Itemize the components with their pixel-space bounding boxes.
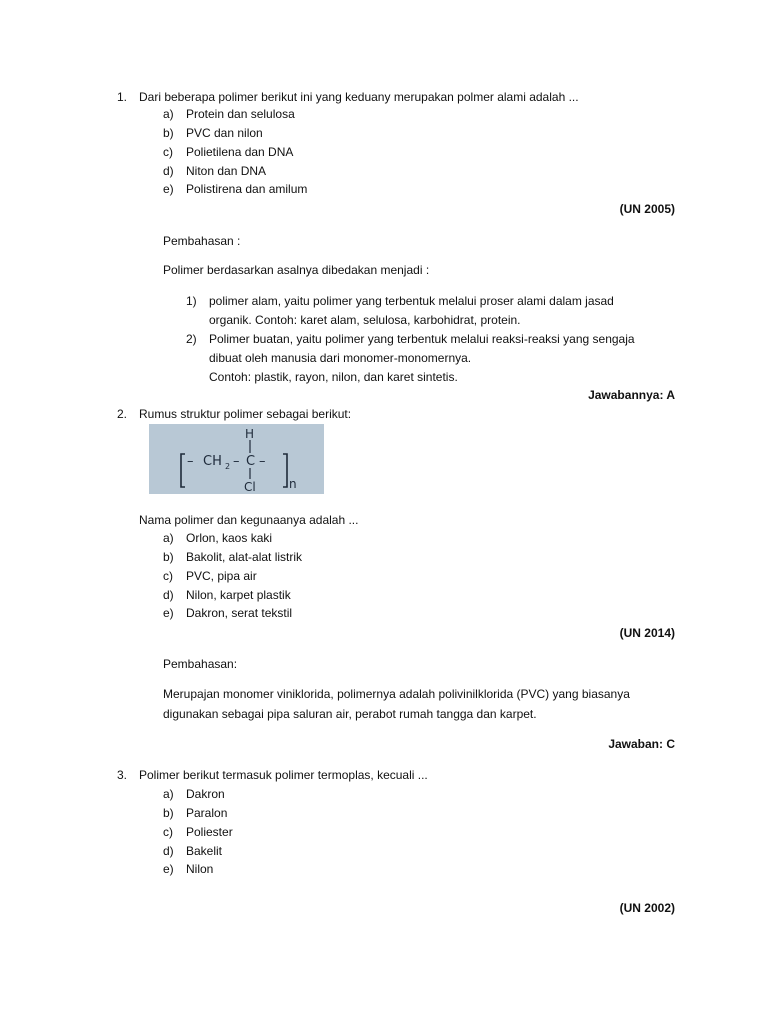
q2-discussion-line-2: digunakan sebagai pipa saluran air, perabot rumah tangga dan karpet. [163,707,537,721]
formula-c: C [246,454,256,469]
q3-option-e: Nilon [186,862,214,876]
formula-sub-2: 2 [225,462,231,471]
q3-question: Polimer berikut termasuk polimer termoplas, kecuali ... [139,768,428,782]
formula-dash-2: – [233,454,240,469]
q2-prompt: Nama polimer dan kegunaanya adalah ... [139,513,359,527]
formula-dash-3: – [259,454,266,469]
q1-option-b: PVC dan nilon [186,126,263,140]
q3-option-c: Poliester [186,825,233,839]
q1-option-d: Niton dan DNA [186,164,267,178]
q3-source: (UN 2002) [619,901,675,915]
q1-discussion-title: Pembahasan : [163,234,241,248]
q3-option-b: Paralon [186,806,228,820]
q1-source: (UN 2005) [619,202,675,216]
q2-option-c-label: c) [163,569,173,583]
q1-point-2-line-3: Contoh: plastik, rayon, nilon, dan karet sintetis. [209,370,458,384]
formula-dash-1: – [187,454,194,469]
q2-question: Rumus struktur polimer sebagai berikut: [139,407,352,421]
q2-discussion-line-1: Merupajan monomer viniklorida, polimernya adalah polivinilklorida (PVC) yang biasanya [163,687,630,701]
q1-answer: Jawabannya: A [588,388,675,402]
q1-option-e: Polistirena dan amilum [186,182,308,196]
q1-number: 1. [117,90,128,104]
q2-option-e: Dakron, serat tekstil [186,606,293,620]
q2-option-c: PVC, pipa air [186,569,257,583]
q1-point-2-line-2: dibuat oleh manusia dari monomer-monomernya. [209,351,472,365]
q3-option-a-label: a) [163,787,174,801]
q1-point-1-label: 1) [186,294,197,308]
formula-ch2: CH [203,454,222,469]
formula-n: n [289,477,297,491]
q3-option-a: Dakron [186,787,225,801]
q3-number: 3. [117,768,128,782]
q1-option-e-label: e) [163,182,174,196]
q1-option-c-label: c) [163,145,173,159]
q2-option-d-label: d) [163,588,174,602]
q2-option-a-label: a) [163,531,174,545]
structural-formula-image [149,424,324,494]
q1-option-a-label: a) [163,107,174,121]
q1-discussion-intro: Polimer berdasarkan asalnya dibedakan menjadi : [163,263,430,277]
q3-option-c-label: c) [163,825,173,839]
q1-point-1-line-2: organik. Contoh: karet alam, selulosa, karbohidrat, protein. [209,313,521,327]
q3-option-b-label: b) [163,806,174,820]
q1-option-d-label: d) [163,164,174,178]
q2-number: 2. [117,407,128,421]
formula-h: H [245,427,255,441]
q1-point-1-line-1: polimer alam, yaitu polimer yang terbentuk melalui proser alami dalam jasad [209,294,614,308]
q3-option-d-label: d) [163,844,174,858]
q2-option-a: Orlon, kaos kaki [186,531,273,545]
q1-option-b-label: b) [163,126,174,140]
q2-option-e-label: e) [163,606,174,620]
q1-point-2-line-1: Polimer buatan, yaitu polimer yang terbentuk melalui reaksi-reaksi yang sengaja [209,332,635,346]
q2-option-b: Bakolit, alat-alat listrik [186,550,303,564]
q2-answer: Jawaban: C [608,737,675,751]
q3-option-d: Bakelit [186,844,223,858]
q1-question: Dari beberapa polimer berikut ini yang keduany merupakan polmer alami adalah ... [139,90,579,104]
q2-source: (UN 2014) [619,626,675,640]
q2-option-d: Nilon, karpet plastik [186,588,291,602]
q2-discussion-title: Pembahasan: [163,657,238,671]
q1-option-a: Protein dan selulosa [186,107,295,121]
formula-cl: Cl [244,480,256,494]
q1-option-c: Polietilena dan DNA [186,145,294,159]
q2-option-b-label: b) [163,550,174,564]
q1-point-2-label: 2) [186,332,197,346]
q3-option-e-label: e) [163,862,174,876]
